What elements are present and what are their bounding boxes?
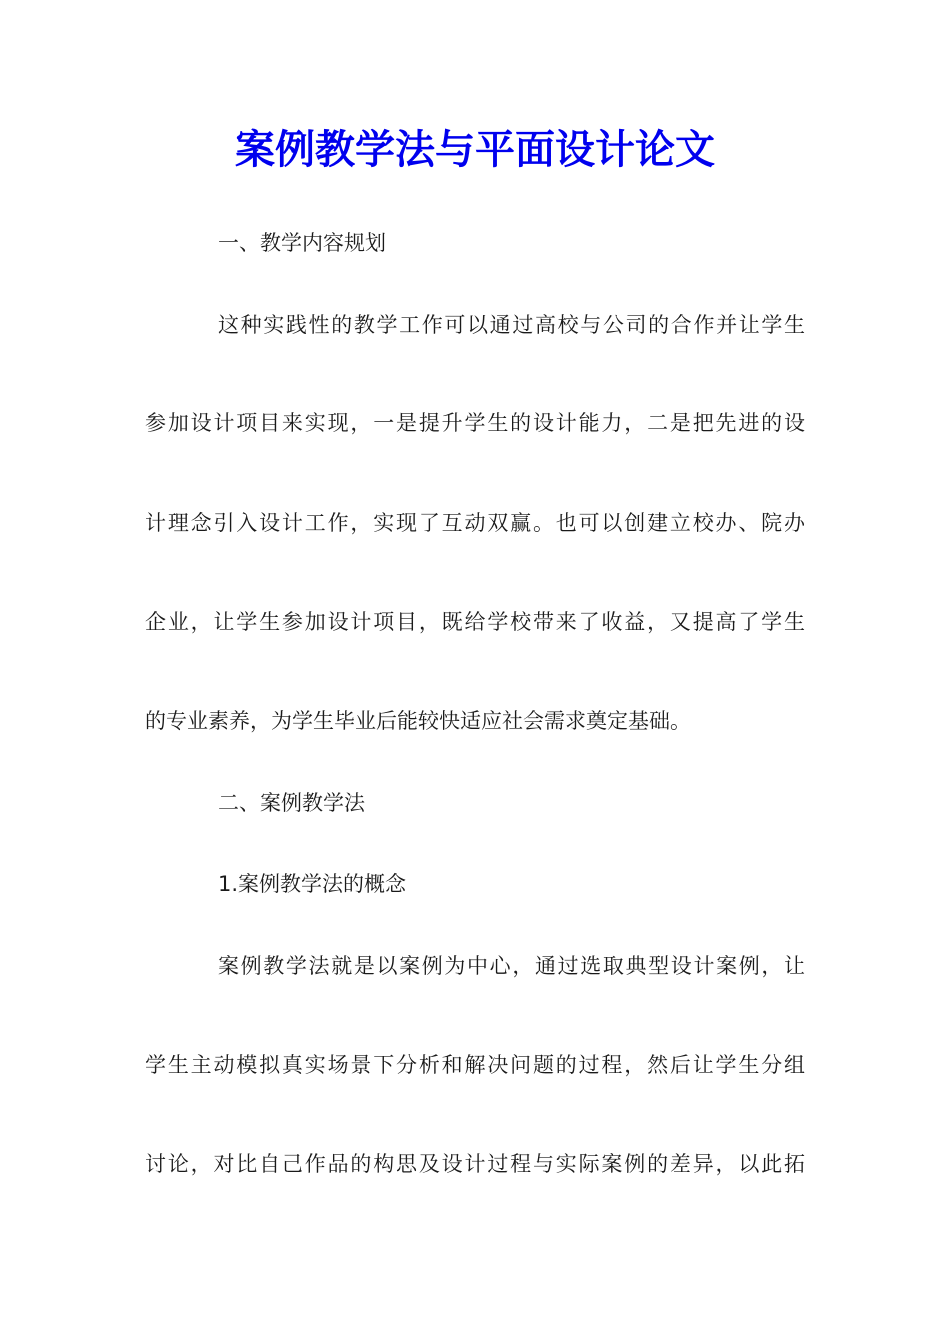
paragraph-2-line-3: 讨论，对比自己作品的构思及设计过程与实际案例的差异，以此拓 xyxy=(145,1152,805,1176)
paragraph-2-line-2: 学生主动模拟真实场景下分析和解决问题的过程，然后让学生分组 xyxy=(145,1053,805,1077)
paragraph-1-line-2: 参加设计项目来实现，一是提升学生的设计能力，二是把先进的设 xyxy=(145,411,805,435)
paragraph-1-line-3: 计理念引入设计工作，实现了互动双赢。也可以创建立校办、院办 xyxy=(145,511,805,535)
section-heading-2: 二、案例教学法 xyxy=(218,791,365,815)
paragraph-1-line-5: 的专业素养，为学生毕业后能较快适应社会需求奠定基础。 xyxy=(145,709,691,733)
subsection-heading-2-1: 1.案例教学法的概念 xyxy=(218,872,407,896)
paragraph-2-line-1: 案例教学法就是以案例为中心，通过选取典型设计案例，让 xyxy=(218,954,805,978)
section-heading-1: 一、教学内容规划 xyxy=(218,231,386,255)
paragraph-1-line-1: 这种实践性的教学工作可以通过高校与公司的合作并让学生 xyxy=(218,313,805,337)
document-title: 案例教学法与平面设计论文 xyxy=(235,126,715,173)
paragraph-1-line-4: 企业，让学生参加设计项目，既给学校带来了收益，又提高了学生 xyxy=(145,610,805,634)
